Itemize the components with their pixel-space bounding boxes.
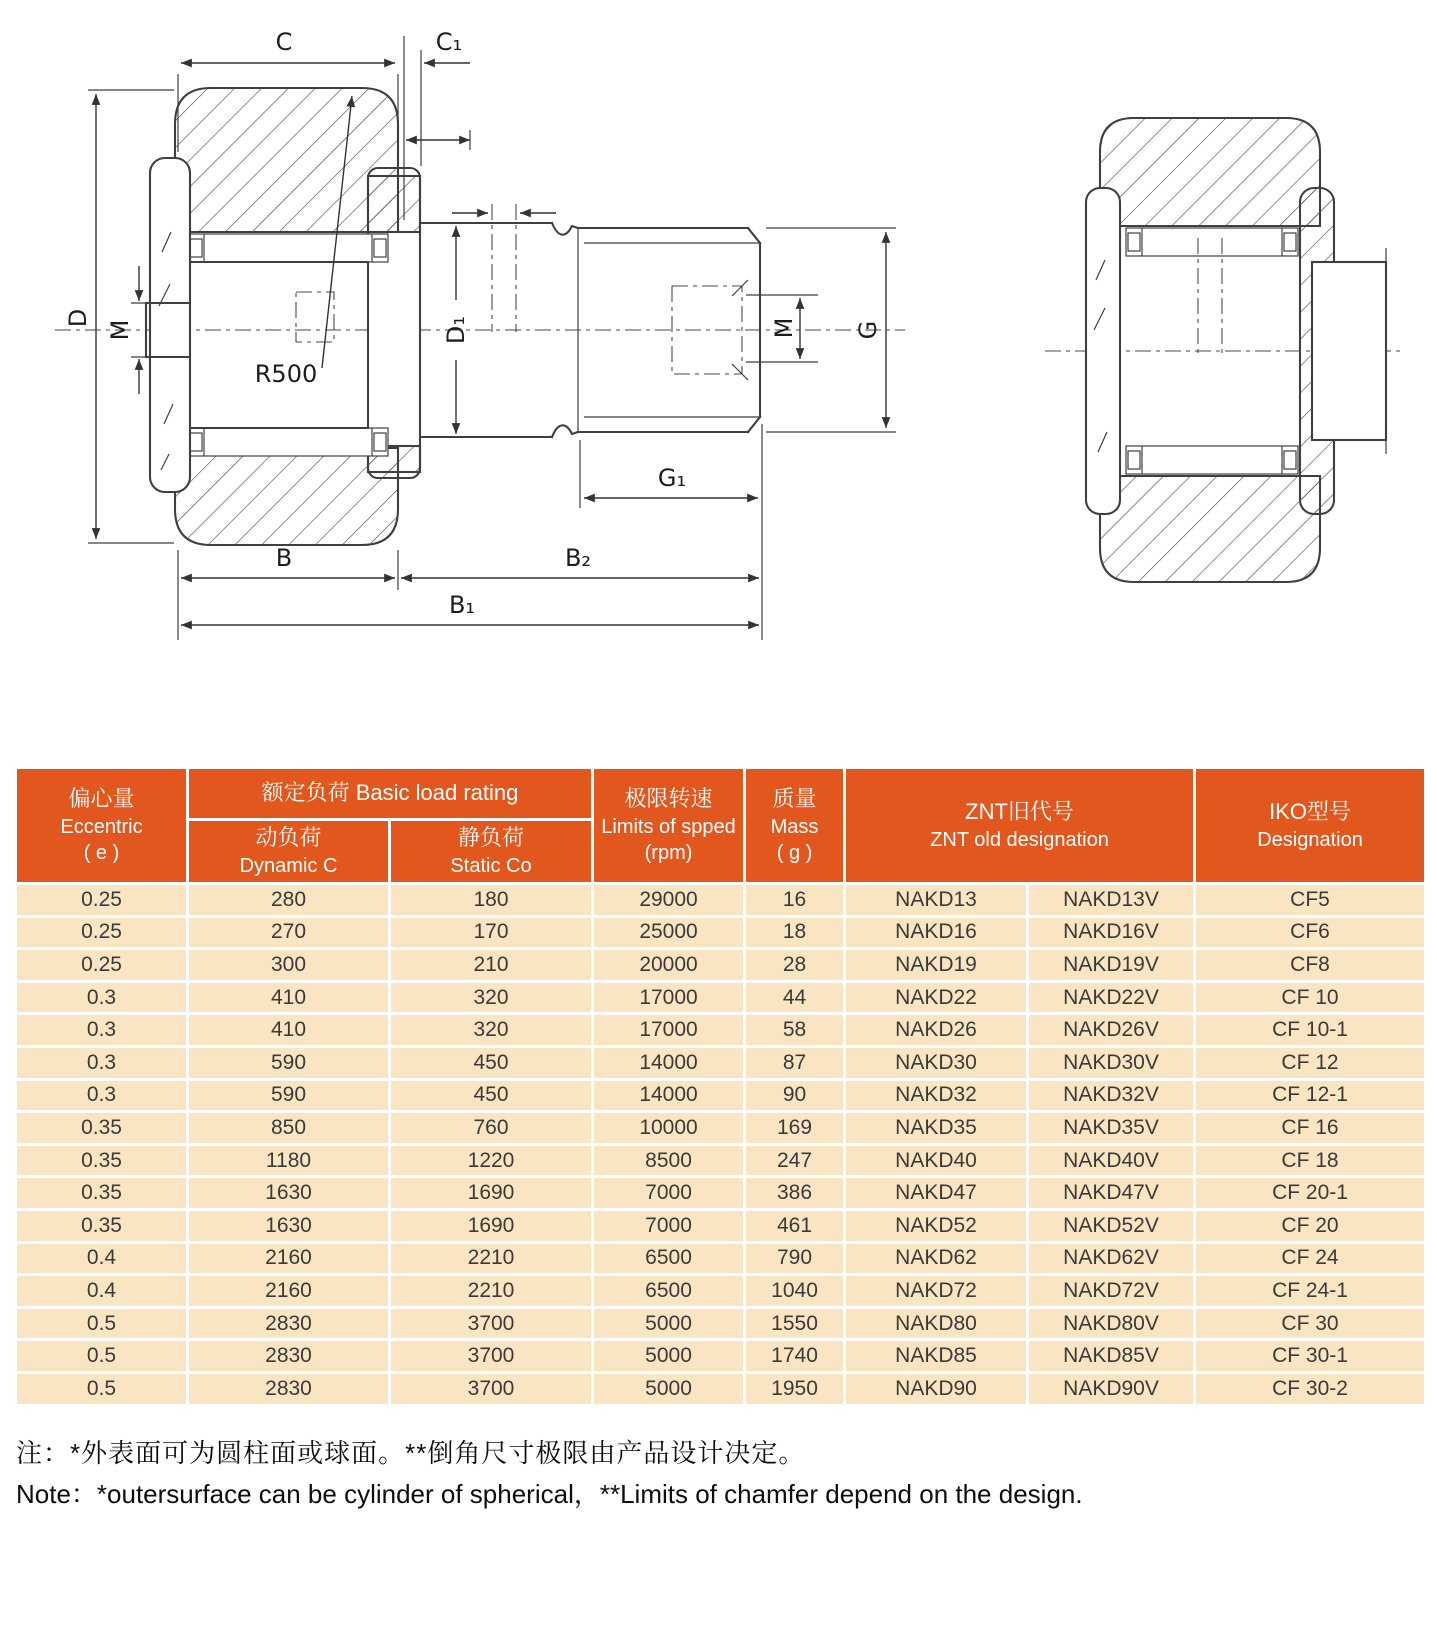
dim-label-b: B xyxy=(275,544,293,572)
table-cell: CF 12 xyxy=(1195,1046,1426,1079)
header-speed-en: Limits of spped xyxy=(601,815,736,838)
table-cell: NAKD62 xyxy=(845,1242,1028,1275)
table-cell: 450 xyxy=(390,1079,593,1112)
table-cell: NAKD26 xyxy=(845,1014,1028,1047)
header-mass-en: Mass xyxy=(770,815,819,838)
table-cell: 2160 xyxy=(188,1242,390,1275)
table-cell: 3700 xyxy=(390,1340,593,1373)
table-row xyxy=(16,1372,1426,1405)
table-cell: 760 xyxy=(390,1112,593,1145)
header-static-zh: 静负荷 xyxy=(458,825,525,851)
table-cell: 1950 xyxy=(745,1372,845,1405)
table-cell: 461 xyxy=(745,1209,845,1242)
table-cell: 0.3 xyxy=(16,1046,188,1079)
table-cell: 850 xyxy=(188,1112,390,1145)
dim-label-d1: D₁ xyxy=(442,315,470,345)
table-cell: 590 xyxy=(188,1079,390,1112)
table-cell: 2830 xyxy=(188,1340,390,1373)
table-cell: 2830 xyxy=(188,1372,390,1405)
table-cell: 320 xyxy=(390,1014,593,1047)
table-row xyxy=(16,1307,1426,1340)
table-cell: NAKD40V xyxy=(1028,1144,1195,1177)
table-cell: 44 xyxy=(745,981,845,1014)
table-cell: 1220 xyxy=(390,1144,593,1177)
header-znt-en: ZNT old designation xyxy=(930,828,1109,851)
dim-label-c1: C₁ xyxy=(435,28,463,56)
table-cell: 5000 xyxy=(593,1307,745,1340)
table-cell: 25000 xyxy=(593,916,745,949)
table-cell: 0.25 xyxy=(16,916,188,949)
table-cell: 169 xyxy=(745,1112,845,1145)
table-cell: 28 xyxy=(745,949,845,982)
table-cell: NAKD90 xyxy=(845,1372,1028,1405)
table-cell: NAKD32 xyxy=(845,1079,1028,1112)
note-zh: 注：*外表面可为圆柱面或球面。**倒角尺寸极限由产品设计决定。 xyxy=(16,1437,806,1468)
table-cell: 180 xyxy=(390,884,593,917)
table-cell: NAKD19 xyxy=(845,949,1028,982)
dim-label-r500: R500 xyxy=(254,360,318,388)
table-row xyxy=(16,1177,1426,1210)
table-cell: CF 30 xyxy=(1195,1307,1426,1340)
technical-drawing xyxy=(0,0,1437,738)
table-cell: 29000 xyxy=(593,884,745,917)
table-cell: CF 18 xyxy=(1195,1144,1426,1177)
table-cell: CF5 xyxy=(1195,884,1426,917)
table-cell: NAKD19V xyxy=(1028,949,1195,982)
table-cell: 1630 xyxy=(188,1177,390,1210)
table-cell: NAKD85V xyxy=(1028,1340,1195,1373)
table-cell: NAKD35 xyxy=(845,1112,1028,1145)
table-cell: 0.5 xyxy=(16,1340,188,1373)
table-cell: 210 xyxy=(390,949,593,982)
yoke-type-view xyxy=(1045,118,1402,582)
table-cell: 320 xyxy=(390,981,593,1014)
table-cell: 0.4 xyxy=(16,1275,188,1308)
table-row xyxy=(16,1112,1426,1145)
table-row xyxy=(16,884,1426,917)
table-row xyxy=(16,1046,1426,1079)
table-cell: CF6 xyxy=(1195,916,1426,949)
table-cell: CF 24-1 xyxy=(1195,1275,1426,1308)
header-eccentric-zh: 偏心量 xyxy=(68,786,135,812)
table-cell: 10000 xyxy=(593,1112,745,1145)
table-row xyxy=(16,1275,1426,1308)
header-static-en: Static Co xyxy=(450,854,532,877)
table-cell: NAKD80V xyxy=(1028,1307,1195,1340)
table-cell: CF 16 xyxy=(1195,1112,1426,1145)
col-header-znt xyxy=(845,768,1195,884)
table-cell: 0.3 xyxy=(16,981,188,1014)
dim-label-m-left: M xyxy=(106,319,134,341)
col-header-basic-load xyxy=(188,768,593,820)
col-header-mass xyxy=(745,768,845,884)
table-cell: 18 xyxy=(745,916,845,949)
header-znt-zh: ZNT旧代号 xyxy=(965,799,1074,825)
table-cell: 247 xyxy=(745,1144,845,1177)
dim-label-b2: B₂ xyxy=(564,544,592,572)
table-cell: 0.35 xyxy=(16,1177,188,1210)
table-cell: 2210 xyxy=(390,1275,593,1308)
header-mass-zh: 质量 xyxy=(772,786,817,812)
table-cell: 386 xyxy=(745,1177,845,1210)
col-header-iko xyxy=(1195,768,1426,884)
table-cell: 3700 xyxy=(390,1307,593,1340)
table-cell: 3700 xyxy=(390,1372,593,1405)
col-header-eccentric xyxy=(16,768,188,884)
table-cell: NAKD13 xyxy=(845,884,1028,917)
table-cell: 410 xyxy=(188,1014,390,1047)
table-cell: NAKD47 xyxy=(845,1177,1028,1210)
table-cell: 17000 xyxy=(593,1014,745,1047)
table-cell: 5000 xyxy=(593,1340,745,1373)
dim-label-b1: B₁ xyxy=(448,591,476,619)
table-row xyxy=(16,1209,1426,1242)
table-cell: NAKD30V xyxy=(1028,1046,1195,1079)
dim-label-m-right: M xyxy=(770,317,798,339)
table-cell: NAKD22 xyxy=(845,981,1028,1014)
table-cell: 0.4 xyxy=(16,1242,188,1275)
table-cell: NAKD80 xyxy=(845,1307,1028,1340)
header-mass-unit: ( g ) xyxy=(776,841,813,864)
table-cell: NAKD30 xyxy=(845,1046,1028,1079)
table-cell: 0.3 xyxy=(16,1079,188,1112)
table-cell: NAKD62V xyxy=(1028,1242,1195,1275)
header-speed-zh: 极限转速 xyxy=(624,786,713,812)
table-cell: CF 10 xyxy=(1195,981,1426,1014)
table-row xyxy=(16,1014,1426,1047)
table-cell: 170 xyxy=(390,916,593,949)
table-cell: 0.5 xyxy=(16,1307,188,1340)
table-cell: 280 xyxy=(188,884,390,917)
dim-label-c: C xyxy=(275,28,293,56)
table-cell: 1740 xyxy=(745,1340,845,1373)
table-cell: NAKD90V xyxy=(1028,1372,1195,1405)
table-cell: 790 xyxy=(745,1242,845,1275)
table-cell: 2210 xyxy=(390,1242,593,1275)
table-cell: CF 30-2 xyxy=(1195,1372,1426,1405)
table-cell: 1690 xyxy=(390,1177,593,1210)
table-cell: 8500 xyxy=(593,1144,745,1177)
table-cell: NAKD85 xyxy=(845,1340,1028,1373)
table-cell: 7000 xyxy=(593,1177,745,1210)
table-cell: 1180 xyxy=(188,1144,390,1177)
table-cell: 2830 xyxy=(188,1307,390,1340)
table-row xyxy=(16,949,1426,982)
table-cell: NAKD52V xyxy=(1028,1209,1195,1242)
table-cell: CF8 xyxy=(1195,949,1426,982)
col-header-static xyxy=(390,820,593,884)
table-cell: 450 xyxy=(390,1046,593,1079)
table-row xyxy=(16,981,1426,1014)
table-cell: 0.5 xyxy=(16,1372,188,1405)
table-cell: 0.35 xyxy=(16,1144,188,1177)
table-cell: NAKD40 xyxy=(845,1144,1028,1177)
table-cell: 0.3 xyxy=(16,1014,188,1047)
header-iko-zh: IKO型号 xyxy=(1269,799,1351,825)
spec-table xyxy=(14,766,1427,1407)
table-cell: NAKD13V xyxy=(1028,884,1195,917)
dim-label-d: D xyxy=(64,308,92,328)
dim-label-g: G xyxy=(854,320,882,340)
table-cell: NAKD72V xyxy=(1028,1275,1195,1308)
table-cell: CF 24 xyxy=(1195,1242,1426,1275)
header-speed-unit: (rpm) xyxy=(644,841,693,864)
table-cell: NAKD16V xyxy=(1028,916,1195,949)
table-cell: NAKD16 xyxy=(845,916,1028,949)
table-cell: CF 20 xyxy=(1195,1209,1426,1242)
header-basic-load-label: 额定负荷 Basic load rating xyxy=(261,780,519,806)
table-row xyxy=(16,1340,1426,1373)
bearing-drawing-svg xyxy=(0,0,1437,738)
table-cell: 6500 xyxy=(593,1242,745,1275)
table-cell: NAKD26V xyxy=(1028,1014,1195,1047)
table-cell: 0.35 xyxy=(16,1112,188,1145)
header-eccentric-unit: ( e ) xyxy=(83,841,120,864)
table-cell: 14000 xyxy=(593,1046,745,1079)
header-iko-en: Designation xyxy=(1257,828,1363,851)
table-cell: 16 xyxy=(745,884,845,917)
table-cell: 87 xyxy=(745,1046,845,1079)
table-cell: 5000 xyxy=(593,1372,745,1405)
table-cell: 20000 xyxy=(593,949,745,982)
table-cell: NAKD22V xyxy=(1028,981,1195,1014)
spec-table-body xyxy=(16,884,1426,1406)
table-row xyxy=(16,916,1426,949)
table-cell: 14000 xyxy=(593,1079,745,1112)
table-cell: 1630 xyxy=(188,1209,390,1242)
table-cell: 590 xyxy=(188,1046,390,1079)
table-cell: 0.25 xyxy=(16,884,188,917)
table-cell: 2160 xyxy=(188,1275,390,1308)
table-cell: CF 20-1 xyxy=(1195,1177,1426,1210)
table-cell: NAKD52 xyxy=(845,1209,1028,1242)
header-dynamic-zh: 动负荷 xyxy=(255,825,322,851)
col-header-speed xyxy=(593,768,745,884)
table-cell: CF 10-1 xyxy=(1195,1014,1426,1047)
table-cell: NAKD35V xyxy=(1028,1112,1195,1145)
table-cell: 300 xyxy=(188,949,390,982)
table-cell: 90 xyxy=(745,1079,845,1112)
spec-table-header xyxy=(16,768,1426,884)
table-cell: 1690 xyxy=(390,1209,593,1242)
table-cell: NAKD32V xyxy=(1028,1079,1195,1112)
note-en: Note：*outersurface can be cylinder of spherical，**Limits of chamfer depend on the design. xyxy=(16,1479,1083,1510)
table-row xyxy=(16,1144,1426,1177)
table-cell: NAKD72 xyxy=(845,1275,1028,1308)
table-cell: 0.25 xyxy=(16,949,188,982)
dim-label-g1: G₁ xyxy=(657,464,687,492)
table-cell: 6500 xyxy=(593,1275,745,1308)
notes-block xyxy=(16,1433,1437,1516)
table-cell: 1550 xyxy=(745,1307,845,1340)
table-cell: NAKD47V xyxy=(1028,1177,1195,1210)
header-eccentric-en: Eccentric xyxy=(60,815,143,838)
table-cell: 7000 xyxy=(593,1209,745,1242)
table-cell: 17000 xyxy=(593,981,745,1014)
table-cell: CF 30-1 xyxy=(1195,1340,1426,1373)
table-cell: CF 12-1 xyxy=(1195,1079,1426,1112)
table-cell: 410 xyxy=(188,981,390,1014)
col-header-dynamic xyxy=(188,820,390,884)
stud-type-view xyxy=(55,28,905,640)
table-row xyxy=(16,1242,1426,1275)
table-cell: 1040 xyxy=(745,1275,845,1308)
table-cell: 0.35 xyxy=(16,1209,188,1242)
table-cell: 270 xyxy=(188,916,390,949)
table-row xyxy=(16,1079,1426,1112)
table-cell: 58 xyxy=(745,1014,845,1047)
header-dynamic-en: Dynamic C xyxy=(239,854,338,877)
